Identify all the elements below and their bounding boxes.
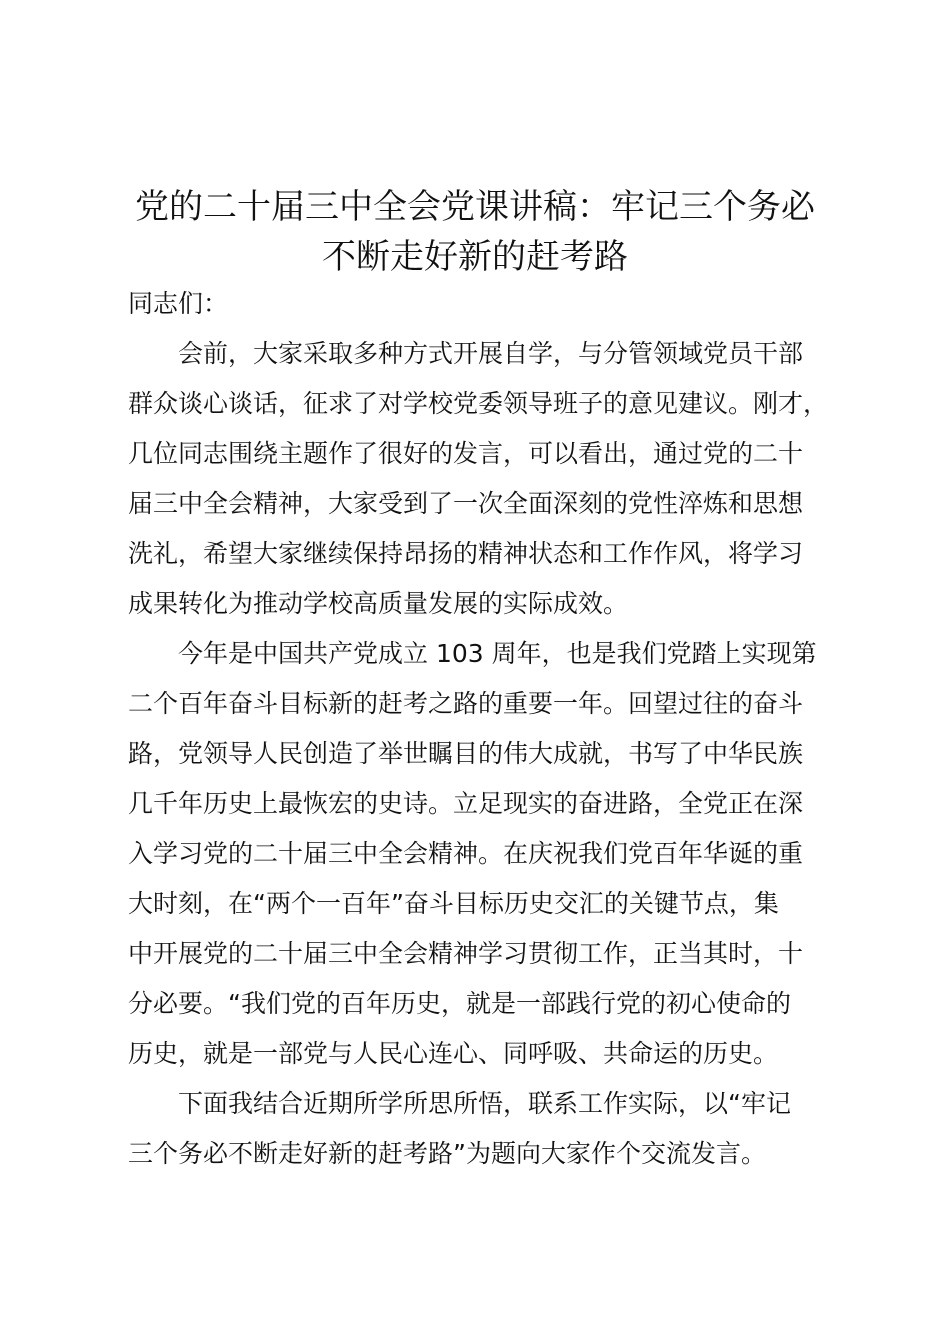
- paragraph-3-line-1: 下面我结合近期所学所思所悟，联系工作实际，以“牢记: [178, 1089, 791, 1118]
- paragraph-2-line-1: 今年是中国共产党成立 103 周年，也是我们党踏上实现第: [178, 639, 817, 668]
- paragraph-1-line-2: 群众谈心谈话，征求了对学校党委领导班子的意见建议。刚才，: [128, 389, 829, 418]
- paragraph-2-line-7: 中开展党的二十届三中全会精神学习贯彻工作，正当其时，十: [128, 939, 804, 968]
- paragraph-1-line-3: 几位同志围绕主题作了很好的发言，可以看出，通过党的二十: [128, 439, 804, 468]
- document-title-line-2: 不断走好新的赶考路: [322, 237, 628, 277]
- salutation: 同志们：: [128, 289, 229, 318]
- paragraph-1-line-4: 届三中全会精神，大家受到了一次全面深刻的党性淬炼和思想: [128, 489, 804, 518]
- paragraph-2-line-8: 分必要。“我们党的百年历史，就是一部践行党的初心使命的: [128, 989, 791, 1018]
- paragraph-2-line-6: 大时刻，在“两个一百年”奋斗目标历史交汇的关键节点，集: [128, 889, 779, 918]
- paragraph-2-line-2: 二个百年奋斗目标新的赶考之路的重要一年。回望过往的奋斗: [128, 689, 804, 718]
- paragraph-2-line-3: 路，党领导人民创造了举世瞩目的伟大成就，书写了中华民族: [128, 739, 804, 768]
- paragraph-1-line-1: 会前，大家采取多种方式开展自学，与分管领域党员干部: [178, 339, 804, 368]
- paragraph-2-line-9: 历史，就是一部党与人民心连心、同呼吸、共命运的历史。: [128, 1039, 779, 1068]
- paragraph-2-line-4: 几千年历史上最恢宏的史诗。立足现实的奋进路，全党正在深: [128, 789, 804, 818]
- paragraph-1-line-5: 洗礼，希望大家继续保持昂扬的精神状态和工作作风，将学习: [128, 539, 804, 568]
- paragraph-1-line-6: 成果转化为推动学校高质量发展的实际成效。: [128, 589, 629, 618]
- document-title-line-1: 党的二十届三中全会党课讲稿：牢记三个务必: [135, 187, 815, 227]
- paragraph-2-line-5: 入学习党的二十届三中全会精神。在庆祝我们党百年华诞的重: [128, 839, 804, 868]
- paragraph-3-line-2: 三个务必不断走好新的赶考路”为题向大家作个交流发言。: [128, 1139, 766, 1168]
